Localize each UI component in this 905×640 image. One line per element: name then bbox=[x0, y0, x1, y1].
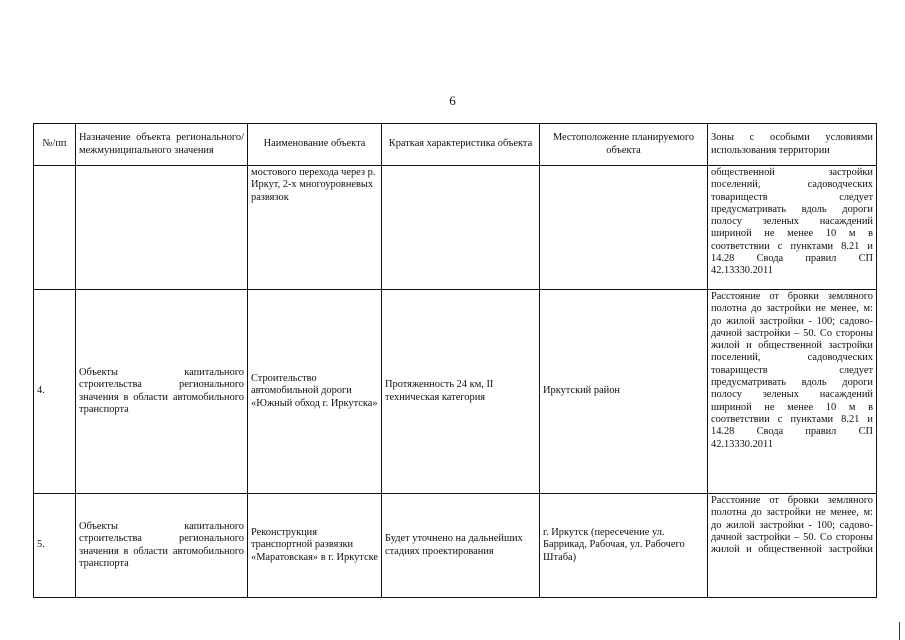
row-characteristics: Будет уточнено на дальнейших стадиях проектирования bbox=[382, 494, 540, 598]
page-number: 6 bbox=[449, 93, 456, 108]
row-purpose: Объекты капитального строительства регионального значения в области автомобильного транспорта bbox=[76, 494, 248, 598]
row-zones: общественной застройки поселений, садоводческих товариществ следует предусматривать вдоль дороги полосу зеленых насаждений шириной не менее 10 м в соответствии с пунктами 8.21 и 14.28 Свода правил СП 42.13330.2011 bbox=[708, 166, 877, 290]
row-purpose bbox=[76, 166, 248, 290]
row-zones: Расстояние от бровки земляного полотна до застройки не менее, м: до жилой застройки - 100; садово-дачной застройки – 50. Со стороны жилой и общественной застройки поселений, садоводческих товариществ следует предусматривать вдоль дороги полосу зеленых насаждений шириной не менее 10 м в соответствии с пунктами 8.21 и 14.28 Свода правил СП 42.13330.2011 bbox=[708, 290, 877, 494]
table-row bbox=[34, 290, 877, 494]
row-location: Иркутский район bbox=[540, 290, 708, 494]
header-name: Наименование объекта bbox=[248, 124, 382, 166]
header-characteristics: Краткая характеристика объекта bbox=[382, 124, 540, 166]
objects-table bbox=[33, 123, 877, 598]
header-purpose: Назначение объекта регионального/ межмуниципального значения bbox=[76, 124, 248, 166]
table-row bbox=[34, 166, 877, 290]
row-characteristics: Протяженность 24 км, II техническая категория bbox=[382, 290, 540, 494]
header-location: Местоположение планируемого объекта bbox=[540, 124, 708, 166]
row-location bbox=[540, 166, 708, 290]
scan-edge-mark bbox=[899, 622, 900, 640]
row-characteristics bbox=[382, 166, 540, 290]
row-name: Реконструкция транспортной развязки «Маратовская» в г. Иркутске bbox=[248, 494, 382, 598]
row-zones: Расстояние от бровки земляного полотна до застройки не менее, м: до жилой застройки - 100; садово-дачной застройки – 50. Со стороны жилой и общественной застройки bbox=[708, 494, 877, 598]
table-header-row bbox=[34, 124, 877, 166]
row-purpose: Объекты капитального строительства регионального значения в области автомобильного транспорта bbox=[76, 290, 248, 494]
row-num: 5. bbox=[34, 494, 76, 598]
header-zones: Зоны с особыми условиями использования территории bbox=[708, 124, 877, 166]
row-num bbox=[34, 166, 76, 290]
table-row bbox=[34, 494, 877, 598]
header-num: №/пп bbox=[34, 124, 76, 166]
row-name: Строительство автомобильной дороги «Южный обход г. Иркутска» bbox=[248, 290, 382, 494]
row-name: мостового перехода через р. Иркут, 2-х многоуровневых развязок bbox=[248, 166, 382, 290]
row-num: 4. bbox=[34, 290, 76, 494]
row-location: г. Иркутск (пересечение ул. Баррикад, Рабочая, ул. Рабочего Штаба) bbox=[540, 494, 708, 598]
